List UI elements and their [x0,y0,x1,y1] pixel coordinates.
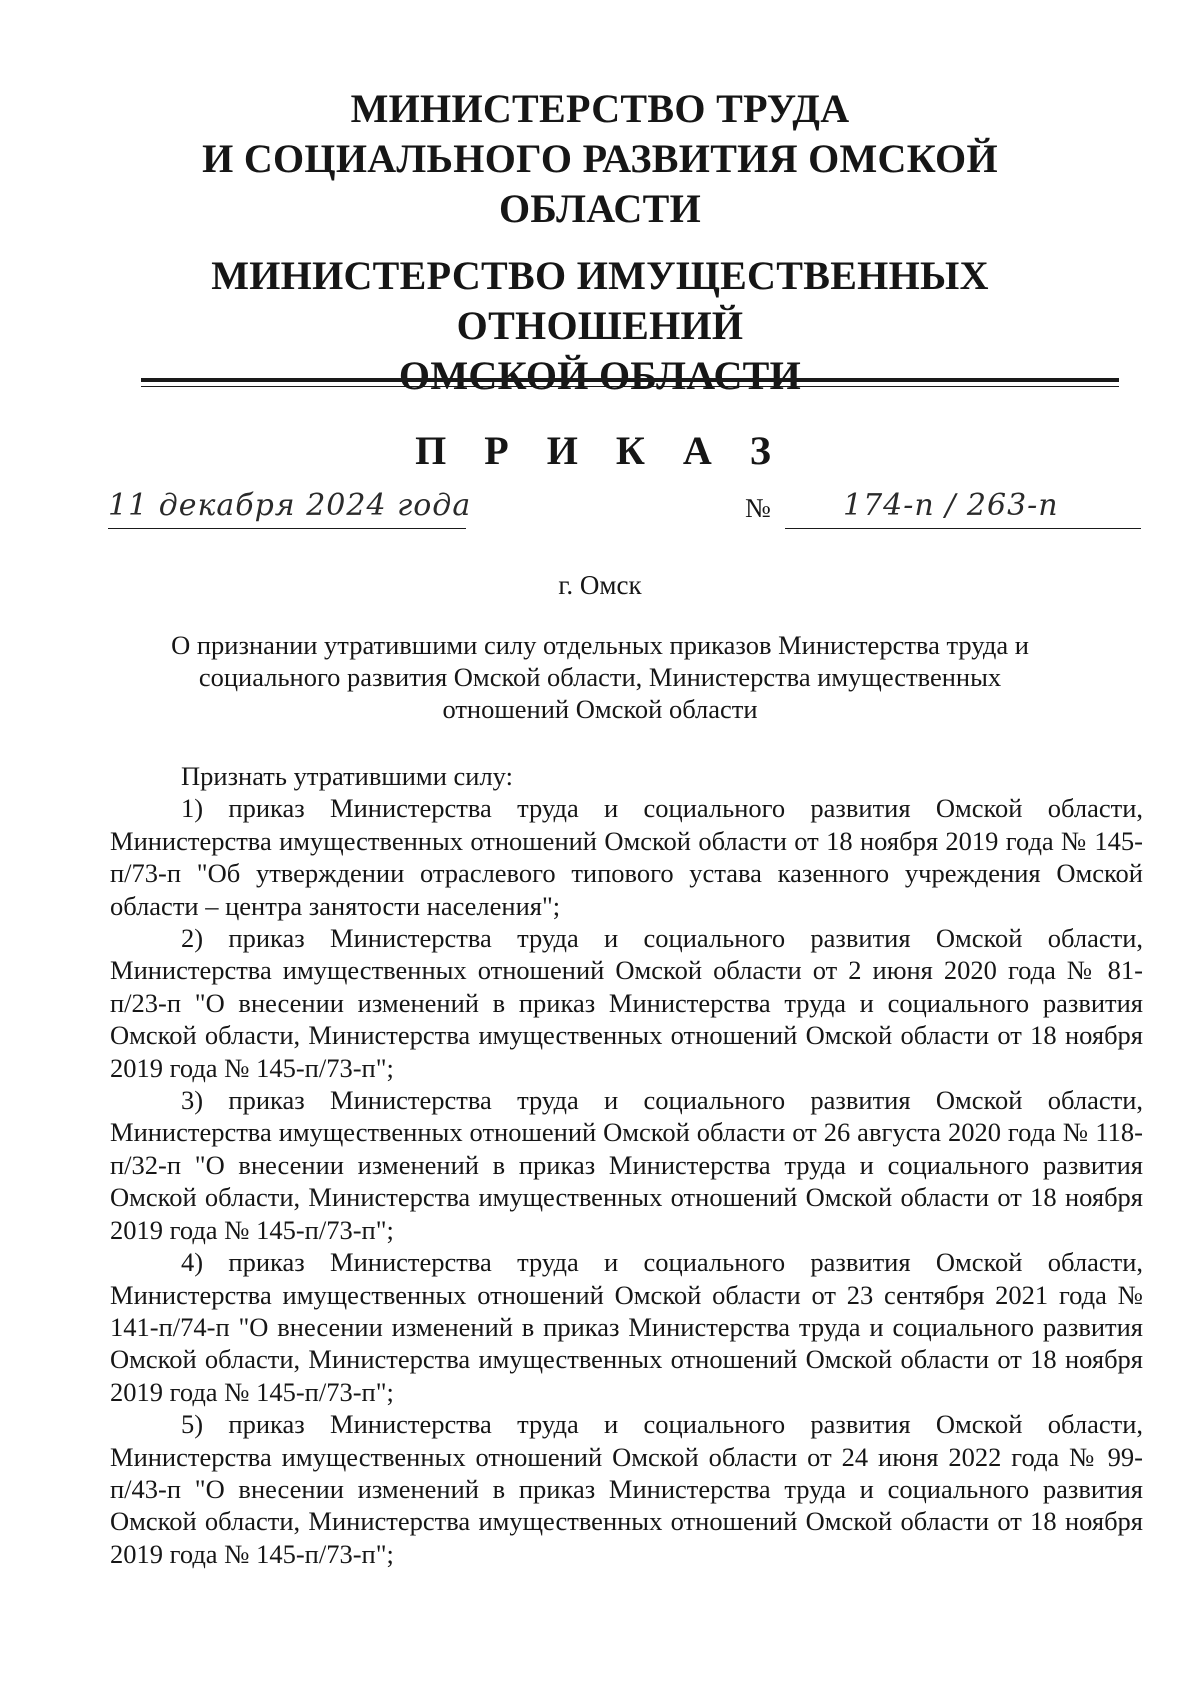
handwritten-order-number: 174-п / 263-п [843,488,1059,523]
heading-line: ОМСКОЙ ОБЛАСТИ [398,353,802,398]
repealed-order-item: 2) приказ Министерства труда и социального развития Омской области, Министерства имущественных отношений Омской области от 2 июня 2020 года № 81-п/23-п "О внесении изменений в приказ Министерства труда и социального развития Омской области, Министерства имущественных отношений Омской области от 18 ноября 2019 года № 145-п/73-п"; [110,923,1143,1083]
order-subject [150,629,1050,725]
repealed-order-item: 4) приказ Министерства труда и социального развития Омской области, Министерства имущественных отношений Омской области от 23 сентября 2021 года № 141-п/74-п "О внесении изменений в приказ Министерства труда и социального развития Омской области, Министерства имущественных отношений Омской области от 18 ноября 2019 года № 145-п/73-п"; [110,1247,1143,1407]
order-date-field [108,488,472,529]
order-number-field [785,488,1141,529]
subject-line: социального развития Омской области, Министерства имущественных [198,662,1002,692]
header-divider-thick [141,378,1119,382]
header-divider-thin [141,386,1119,387]
number-sign-label: № [745,493,771,523]
heading-line: И СОЦИАЛЬНОГО РАЗВИТИЯ ОМСКОЙ ОБЛАСТИ [202,136,998,231]
repealed-order-item: 5) приказ Министерства труда и социального развития Омской области, Министерства имущественных отношений Омской области от 24 июня 2022 года № 99-п/43-п "О внесении изменений в приказ Министерства труда и социального развития Омской области, Министерства имущественных отношений Омской области от 18 ноября 2019 года № 145-п/73-п"; [110,1409,1143,1569]
heading-line: МИНИСТЕРСТВО ТРУДА [350,86,850,131]
ministry-labor-heading [100,84,1100,234]
subject-line: отношений Омской области [442,694,758,724]
heading-line: МИНИСТЕРСТВО ИМУЩЕСТВЕННЫХ ОТНОШЕНИЙ [211,253,989,348]
repealed-order-item: 1) приказ Министерства труда и социального развития Омской области, Министерства имущественных отношений Омской области от 18 ноября 2019 года № 145-п/73-п "Об утверждении отраслевого типового устава казенного учреждения Омской области – центра занятости населения"; [110,793,1143,921]
document-type-title: П Р И К А З [415,428,785,473]
body-lead-paragraph: Признать утратившими силу: [181,761,513,791]
order-body [110,760,1143,1570]
repealed-order-item: 3) приказ Министерства труда и социального развития Омской области, Министерства имущественных отношений Омской области от 26 августа 2020 года № 118-п/32-п "О внесении изменений в приказ Министерства труда и социального развития Омской области, Министерства имущественных отношений Омской области от 18 ноября 2019 года № 145-п/73-п"; [110,1085,1143,1245]
handwritten-date: 11 декабря 2024 года [108,488,472,523]
city-of-issue: г. Омск [558,570,642,600]
subject-line: О признании утратившими силу отдельных приказов Министерства труда и [171,630,1029,660]
